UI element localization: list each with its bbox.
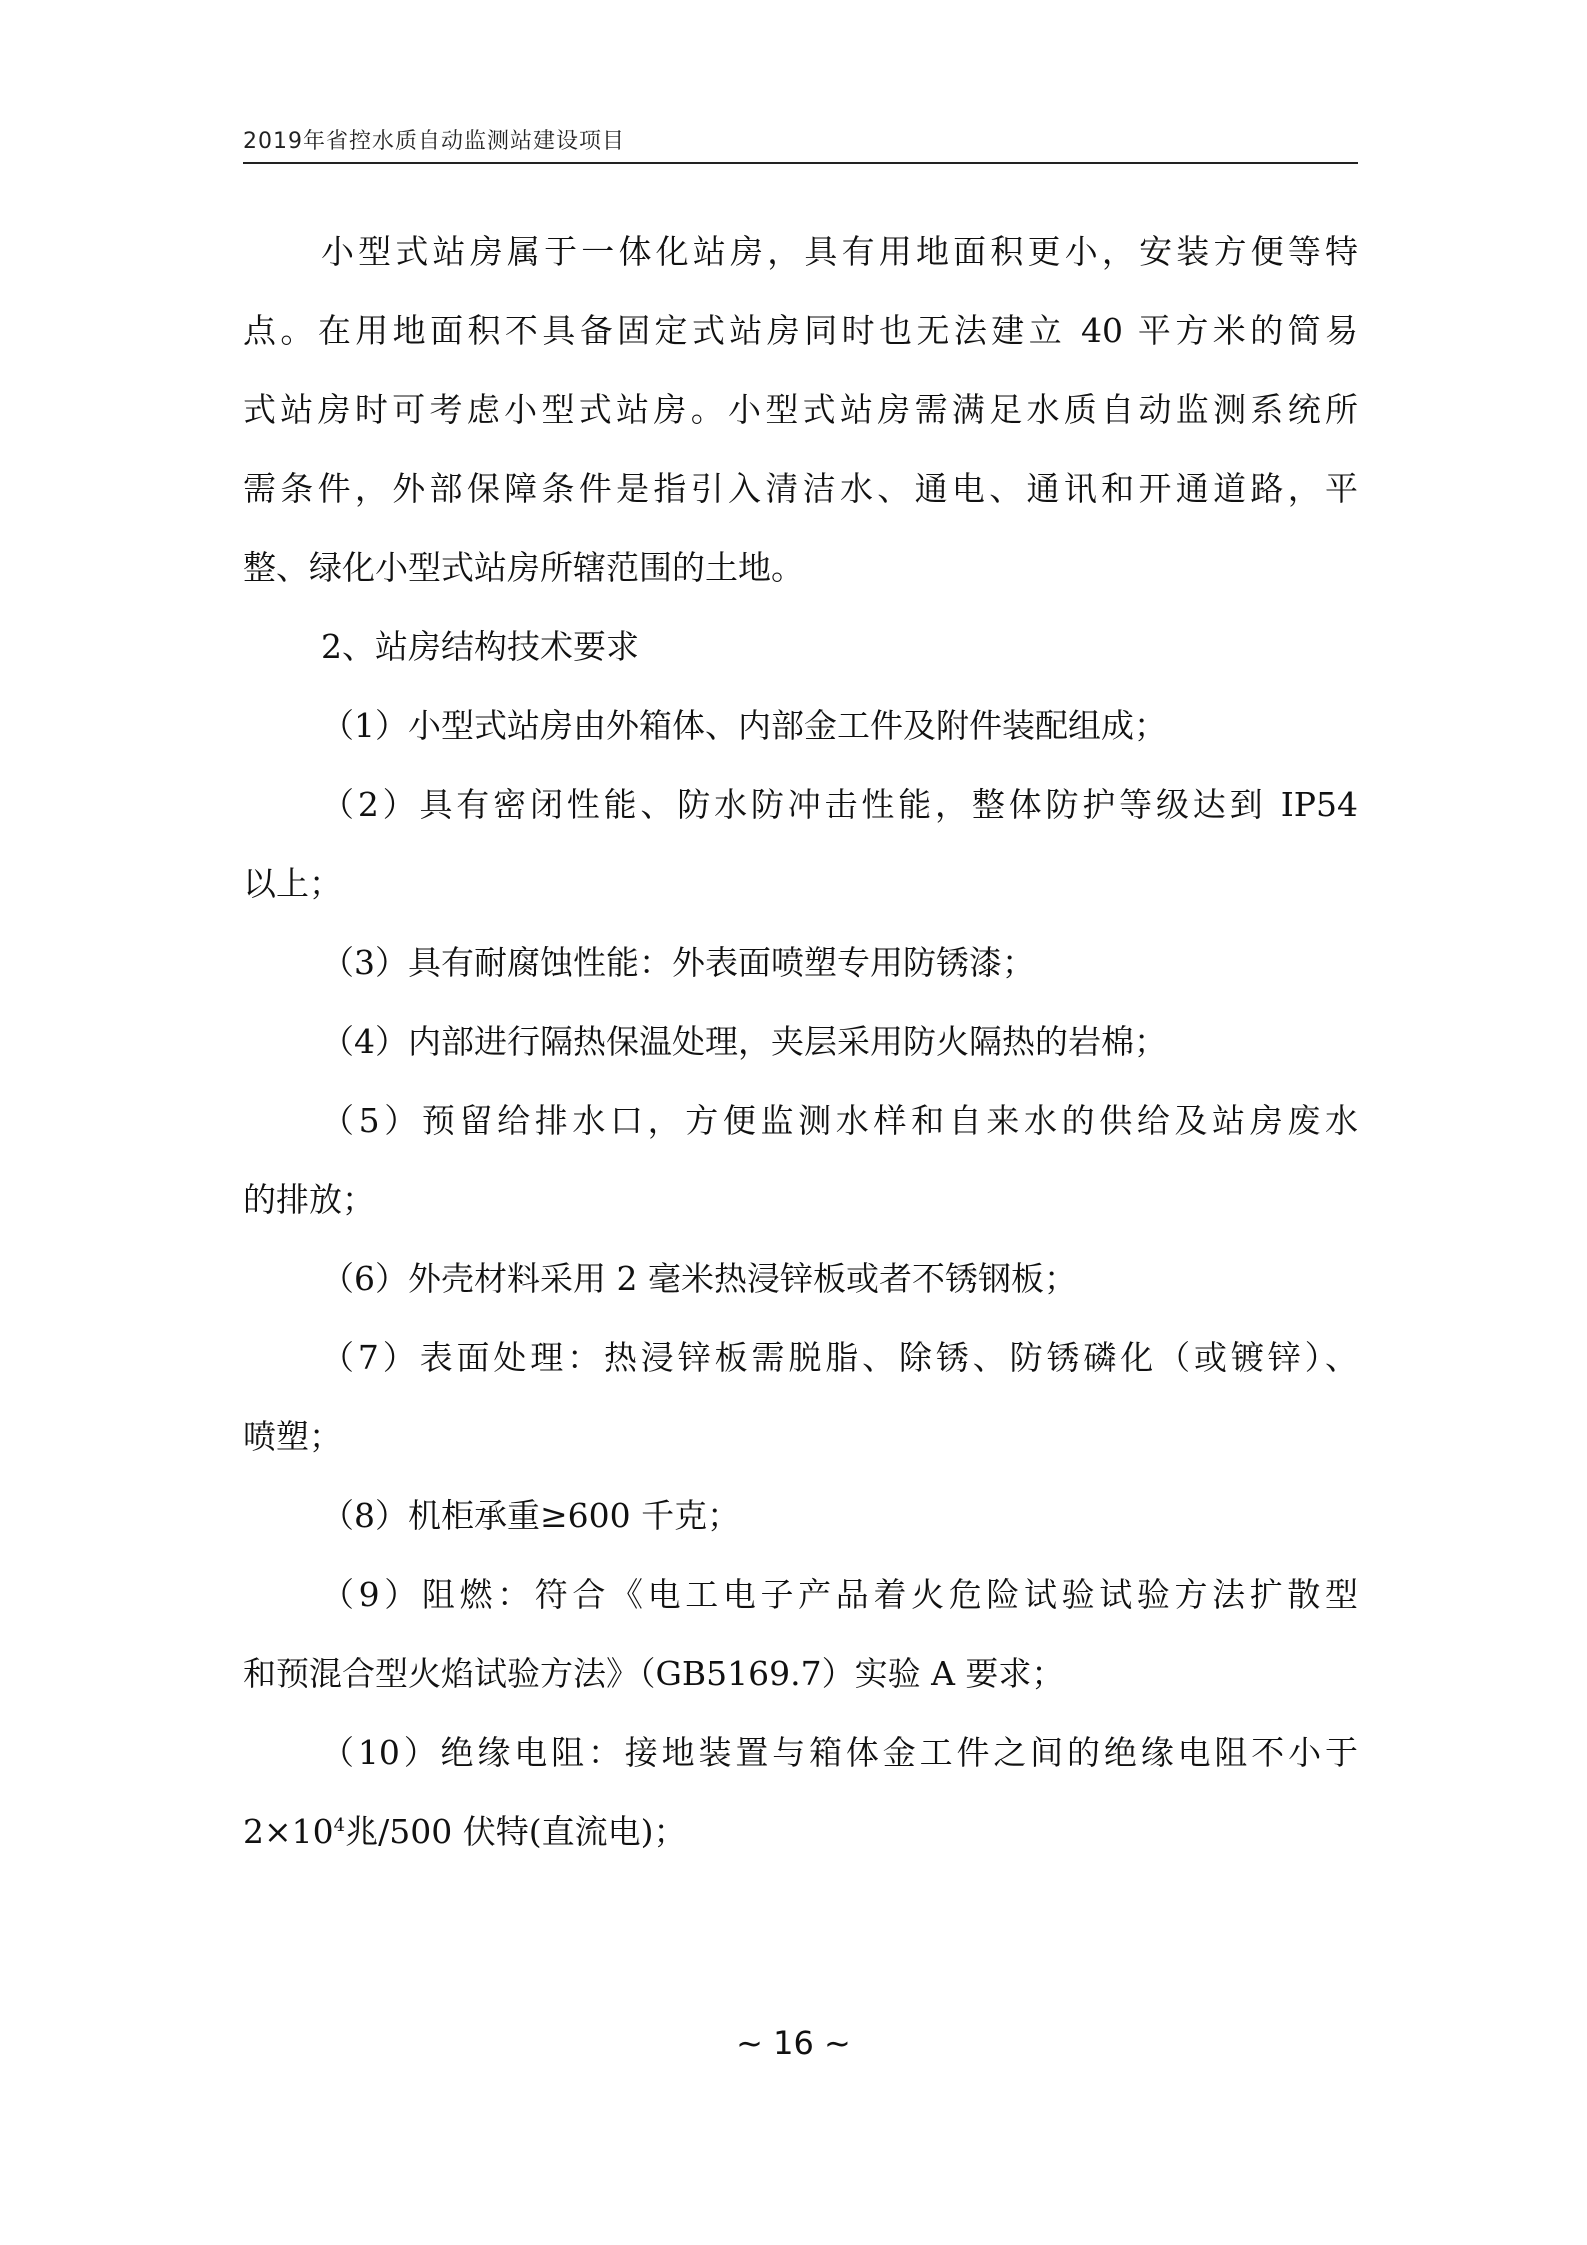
list-item: （3）具有耐腐蚀性能：外表面喷塑专用防锈漆；: [321, 943, 1035, 982]
list-item: （9）阻燃：符合《电工电子产品着火危险试验试验方法扩散型: [321, 1575, 1358, 1614]
list-item-continuation: 和预混合型火焰试验方法》（GB5169.7）实验 A 要求；: [243, 1654, 1065, 1693]
list-item-continuation: 的排放；: [243, 1180, 375, 1219]
paragraph-line: 需条件，外部保障条件是指引入清洁水、通电、通讯和开通道路，平: [243, 469, 1358, 508]
page-header: [243, 120, 1358, 164]
section-heading: 2、站房结构技术要求: [321, 627, 639, 666]
list-item: （2）具有密闭性能、防水防冲击性能，整体防护等级达到 IP54: [321, 785, 1358, 824]
list-item-continuation: 喷塑；: [243, 1417, 342, 1456]
formula-rest: 兆/500 伏特(直流电)；: [345, 1812, 687, 1851]
header-title: 2019年省控水质自动监测站建设项目: [243, 129, 625, 154]
list-item: （4）内部进行隔热保温处理，夹层采用防火隔热的岩棉；: [321, 1022, 1167, 1061]
paragraph-line: 式站房时可考虑小型式站房。小型式站房需满足水质自动监测系统所: [243, 390, 1358, 429]
list-item: （1）小型式站房由外箱体、内部金工件及附件装配组成；: [321, 706, 1167, 745]
paragraph-line: 整、绿化小型式站房所辖范围的土地。: [243, 548, 804, 587]
list-item: （10）绝缘电阻：接地装置与箱体金工件之间的绝缘电阻不小于: [321, 1733, 1358, 1772]
list-item: （8）机柜承重≥600 千克；: [321, 1496, 741, 1535]
list-item: （6）外壳材料采用 2 毫米热浸锌板或者不锈钢板；: [321, 1259, 1077, 1298]
list-item: （5）预留给排水口，方便监测水样和自来水的供给及站房废水: [321, 1101, 1358, 1140]
page-number: ~ 16 ~: [736, 2024, 851, 2062]
formula-base: 2×10: [243, 1812, 334, 1851]
list-item-continuation: 以上；: [243, 864, 342, 903]
paragraph-line: 点。在用地面积不具备固定式站房同时也无法建立 40 平方米的简易: [243, 311, 1358, 350]
list-item-continuation: [243, 1792, 1358, 1871]
paragraph-line: 小型式站房属于一体化站房，具有用地面积更小，安装方便等特: [321, 232, 1358, 271]
list-item: （7）表面处理：热浸锌板需脱脂、除锈、防锈磷化（或镀锌）、: [321, 1338, 1358, 1377]
formula-exponent: 4: [333, 1815, 346, 1836]
document-body: [243, 212, 1358, 1871]
